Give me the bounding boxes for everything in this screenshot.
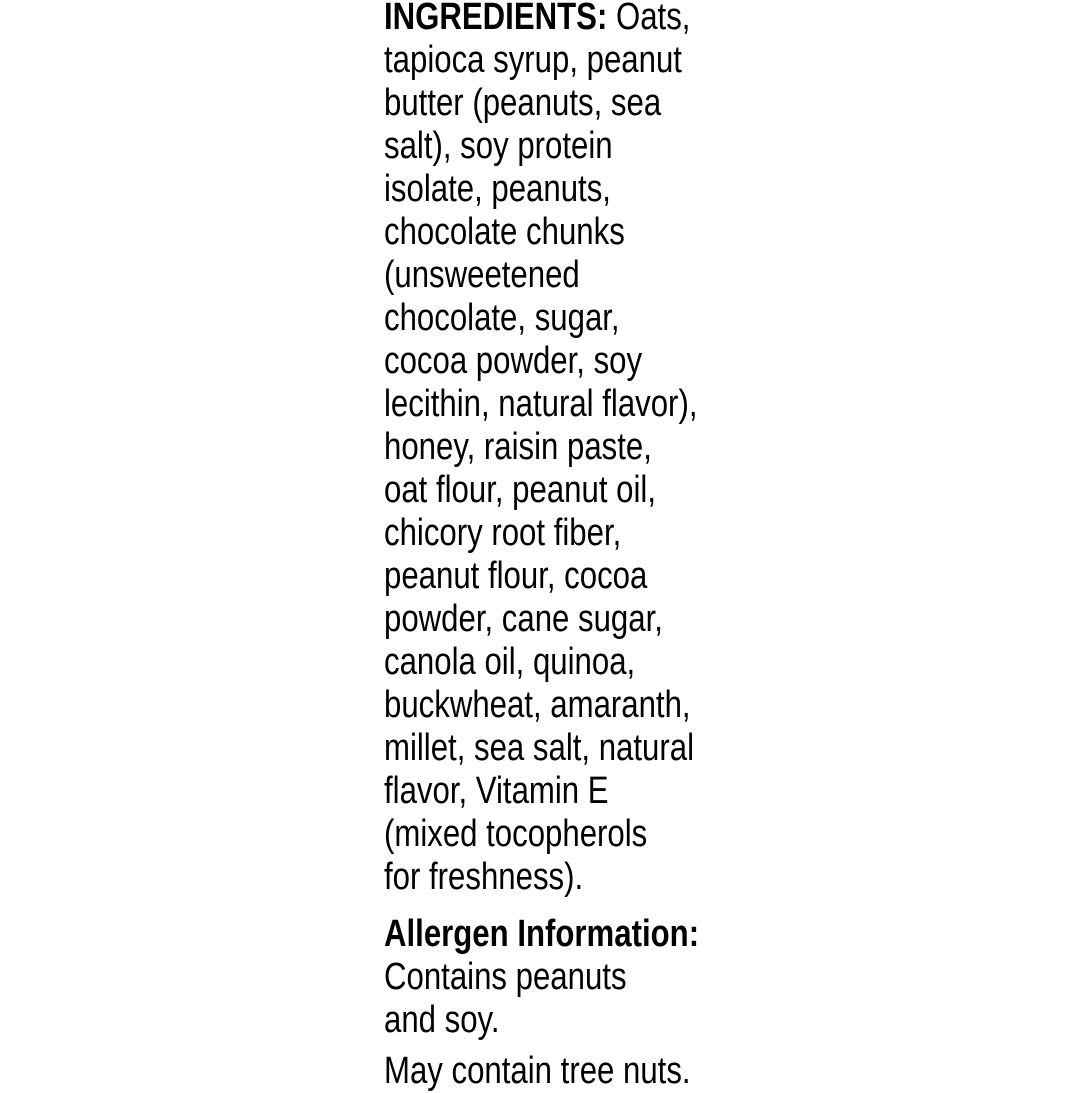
ingredients-line: chocolate chunks <box>384 211 625 253</box>
ingredients-line: chicory root fiber, <box>384 512 622 554</box>
ingredients-first-item: Oats, <box>607 0 691 38</box>
ingredients-line: honey, raisin paste, <box>384 426 652 468</box>
ingredients-line: peanut flour, cocoa <box>384 555 648 597</box>
ingredients-line: salt), soy protein <box>384 125 613 167</box>
ingredients-heading: INGREDIENTS: <box>384 0 608 38</box>
ingredients-line: millet, sea salt, natural <box>384 727 695 769</box>
ingredients-line: cocoa powder, soy <box>384 340 643 382</box>
ingredients-line: for freshness). <box>384 856 584 898</box>
ingredient-label <box>384 0 712 1093</box>
ingredients-line: chocolate, sugar, <box>384 297 620 339</box>
ingredients-line: canola oil, quinoa, <box>384 641 636 683</box>
section-spacer <box>384 899 712 913</box>
ingredients-line: flavor, Vitamin E <box>384 770 609 812</box>
ingredients-first-line <box>384 0 712 39</box>
ingredients-line: butter (peanuts, sea <box>384 82 662 124</box>
allergen-line: and soy. <box>384 999 500 1041</box>
allergen-tree-nut-note: May contain tree nuts. <box>384 1050 691 1092</box>
ingredients-line: (unsweetened <box>384 254 580 296</box>
ingredients-line: isolate, peanuts, <box>384 168 611 210</box>
ingredients-line: (mixed tocopherols <box>384 813 648 855</box>
allergen-line: Contains peanuts <box>384 956 627 998</box>
ingredients-line: oat flour, peanut oil, <box>384 469 656 511</box>
ingredients-line: buckwheat, amaranth, <box>384 684 691 726</box>
ingredients-line: lecithin, natural flavor), <box>384 383 698 425</box>
allergen-heading: Allergen Information: <box>384 913 700 955</box>
section-spacer <box>384 1042 712 1050</box>
ingredients-line: powder, cane sugar, <box>384 598 663 640</box>
ingredients-line: tapioca syrup, peanut <box>384 39 682 81</box>
